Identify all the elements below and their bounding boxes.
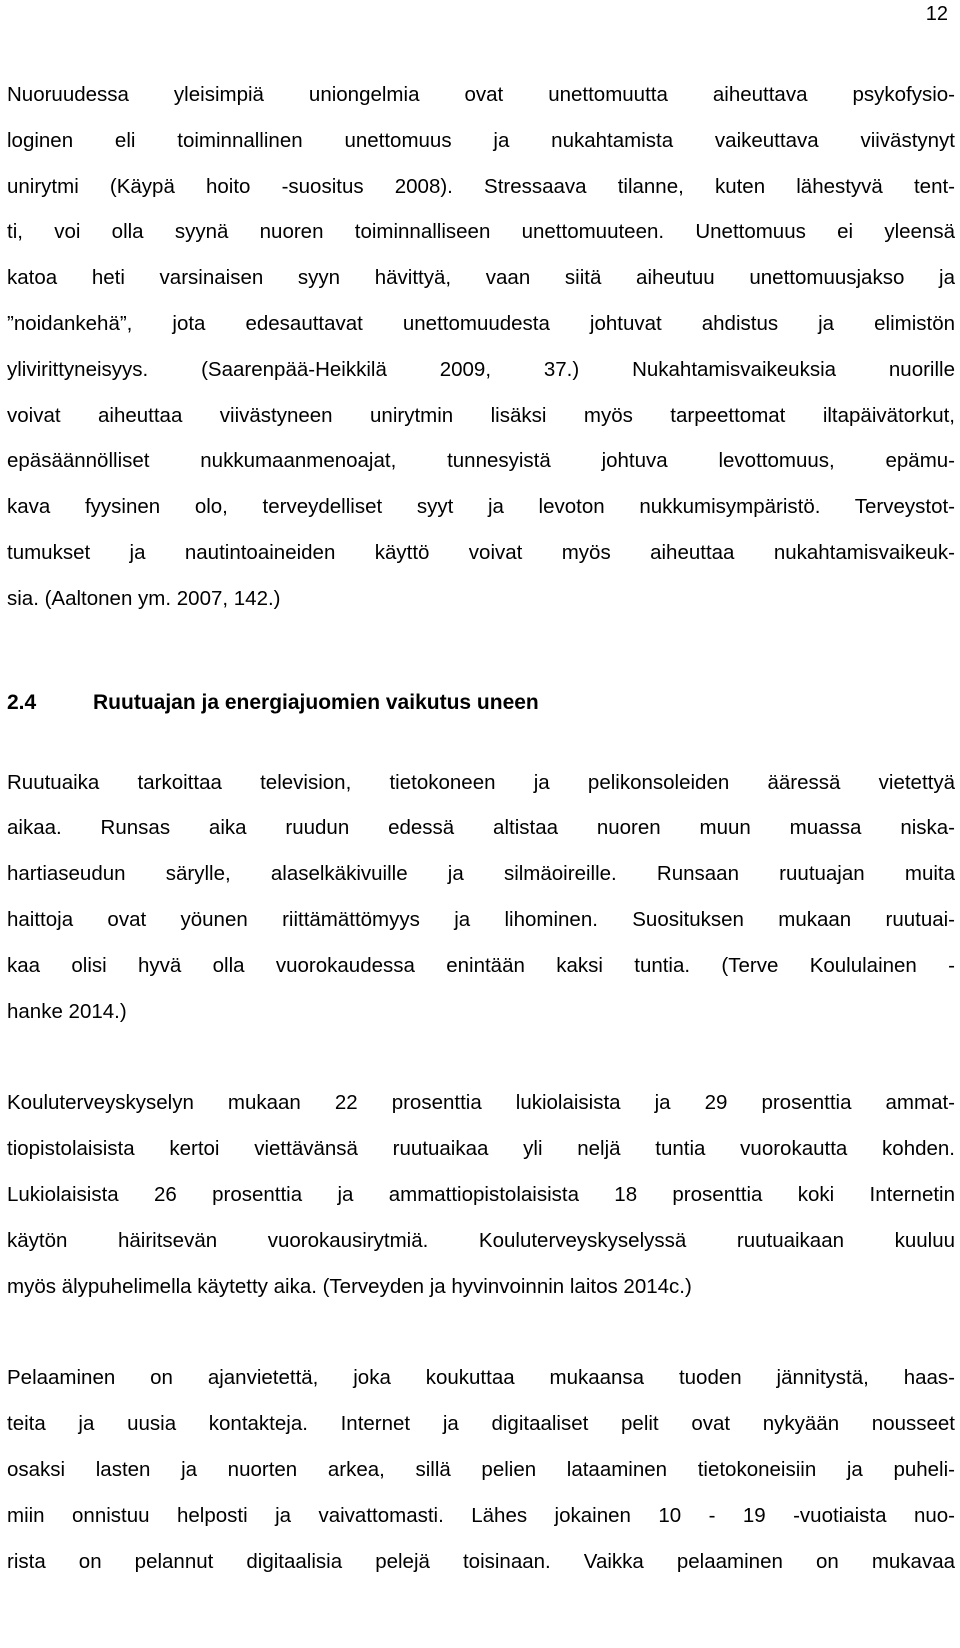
text-line: kaa olisi hyvä olla vuorokaudessa enintään kaksi tuntia. (Terve Koululainen - xyxy=(7,953,955,977)
text-line: sia. (Aaltonen ym. 2007, 142.) xyxy=(7,586,281,610)
text-line: Kouluterveyskyselyn mukaan 22 prosenttia lukiolaisista ja 29 prosenttia ammat- xyxy=(7,1091,955,1115)
text-line: tiopistolaisista kertoi viettävänsä ruutuaikaa yli neljä tuntia vuorokautta kohden. xyxy=(7,1137,955,1161)
text-line: kava fyysinen olo, terveydelliset syyt ja levoton nukkumisympäristö. Terveystot- xyxy=(7,495,955,519)
page-number: 12 xyxy=(925,3,948,25)
text-line: tumukset ja nautintoaineiden käyttö voivat myös aiheuttaa nukahtamisvaikeuk- xyxy=(7,540,955,564)
text-line: haittoja ovat yöunen riittämättömyys ja lihominen. Suosituksen mukaan ruutuai- xyxy=(7,907,955,931)
text-line: katoa heti varsinaisen syyn hävittyä, vaan siitä aiheutuu unettomuusjakso ja xyxy=(7,266,955,290)
section-heading xyxy=(7,680,955,726)
paragraph-gaming xyxy=(7,1355,955,1584)
text-line: Ruutuaika tarkoittaa television, tietokoneen ja pelikonsoleiden ääressä vietettyä xyxy=(7,770,955,794)
text-line: hartiaseudun särylle, alaselkäkivuille ja silmäoireille. Runsaan ruutuajan muita xyxy=(7,862,955,886)
text-line: voivat aiheuttaa viivästyneen unirytmin lisäksi myös tarpeettomat iltapäivätorkut, xyxy=(7,403,955,427)
section-number: 2.4 xyxy=(7,690,37,714)
text-line: Nuoruudessa yleisimpiä uniongelmia ovat unettomuutta aiheuttava psykofysio- xyxy=(7,83,955,106)
paragraph-survey xyxy=(7,1080,955,1309)
text-line: epäsäännölliset nukkumaanmenoajat, tunnesyistä johtuva levottomuus, epämu- xyxy=(7,449,955,473)
text-line: ti, voi olla syynä nuoren toiminnalliseen unettomuuteen. Unettomuus ei yleensä xyxy=(7,220,955,244)
text-line: käytön häiritsevän vuorokausirytmiä. Kouluterveyskyselyssä ruutuaikaan kuuluu xyxy=(7,1228,955,1252)
text-line: rista on pelannut digitaalisia pelejä toisinaan. Vaikka pelaaminen on mukavaa xyxy=(7,1549,955,1573)
section-title: Ruutuajan ja energiajuomien vaikutus uneen xyxy=(93,690,539,714)
paragraph-sleep-problems xyxy=(7,72,955,622)
text-line: Lukiolaisista 26 prosenttia ja ammattiopistolaisista 18 prosenttia koki Internetin xyxy=(7,1182,955,1206)
text-line: ”noidankehä”, jota edesauttavat unettomuudesta johtuvat ahdistus ja elimistön xyxy=(7,311,955,335)
text-line: Pelaaminen on ajanvietettä, joka koukuttaa mukaansa tuoden jännitystä, haas- xyxy=(7,1366,955,1390)
text-line: loginen eli toiminnallinen unettomuus ja nukahtamista vaikeuttava viivästynyt xyxy=(7,128,955,152)
text-line: miin onnistuu helposti ja vaivattomasti. Lähes jokainen 10 - 19 -vuotiaista nuo- xyxy=(7,1503,955,1527)
text-line: myös älypuhelimella käytetty aika. (Terveyden ja hyvinvoinnin laitos 2014c.) xyxy=(7,1274,692,1298)
text-line: teita ja uusia kontakteja. Internet ja digitaaliset pelit ovat nykyään nousseet xyxy=(7,1412,955,1436)
text-line: unirytmi (Käypä hoito -suositus 2008). Stressaava tilanne, kuten lähestyvä tent- xyxy=(7,174,955,198)
paragraph-screen-time xyxy=(7,760,955,1035)
text-line: aikaa. Runsas aika ruudun edessä altistaa nuoren muun muassa niska- xyxy=(7,816,955,840)
text-line: ylivirittyneisyys. (Saarenpää-Heikkilä 2009, 37.) Nukahtamisvaikeuksia nuorille xyxy=(7,357,955,381)
text-line: hanke 2014.) xyxy=(7,999,127,1023)
text-line: osaksi lasten ja nuorten arkea, sillä pelien lataaminen tietokoneisiin ja puheli- xyxy=(7,1457,955,1481)
document-body xyxy=(7,72,955,1584)
